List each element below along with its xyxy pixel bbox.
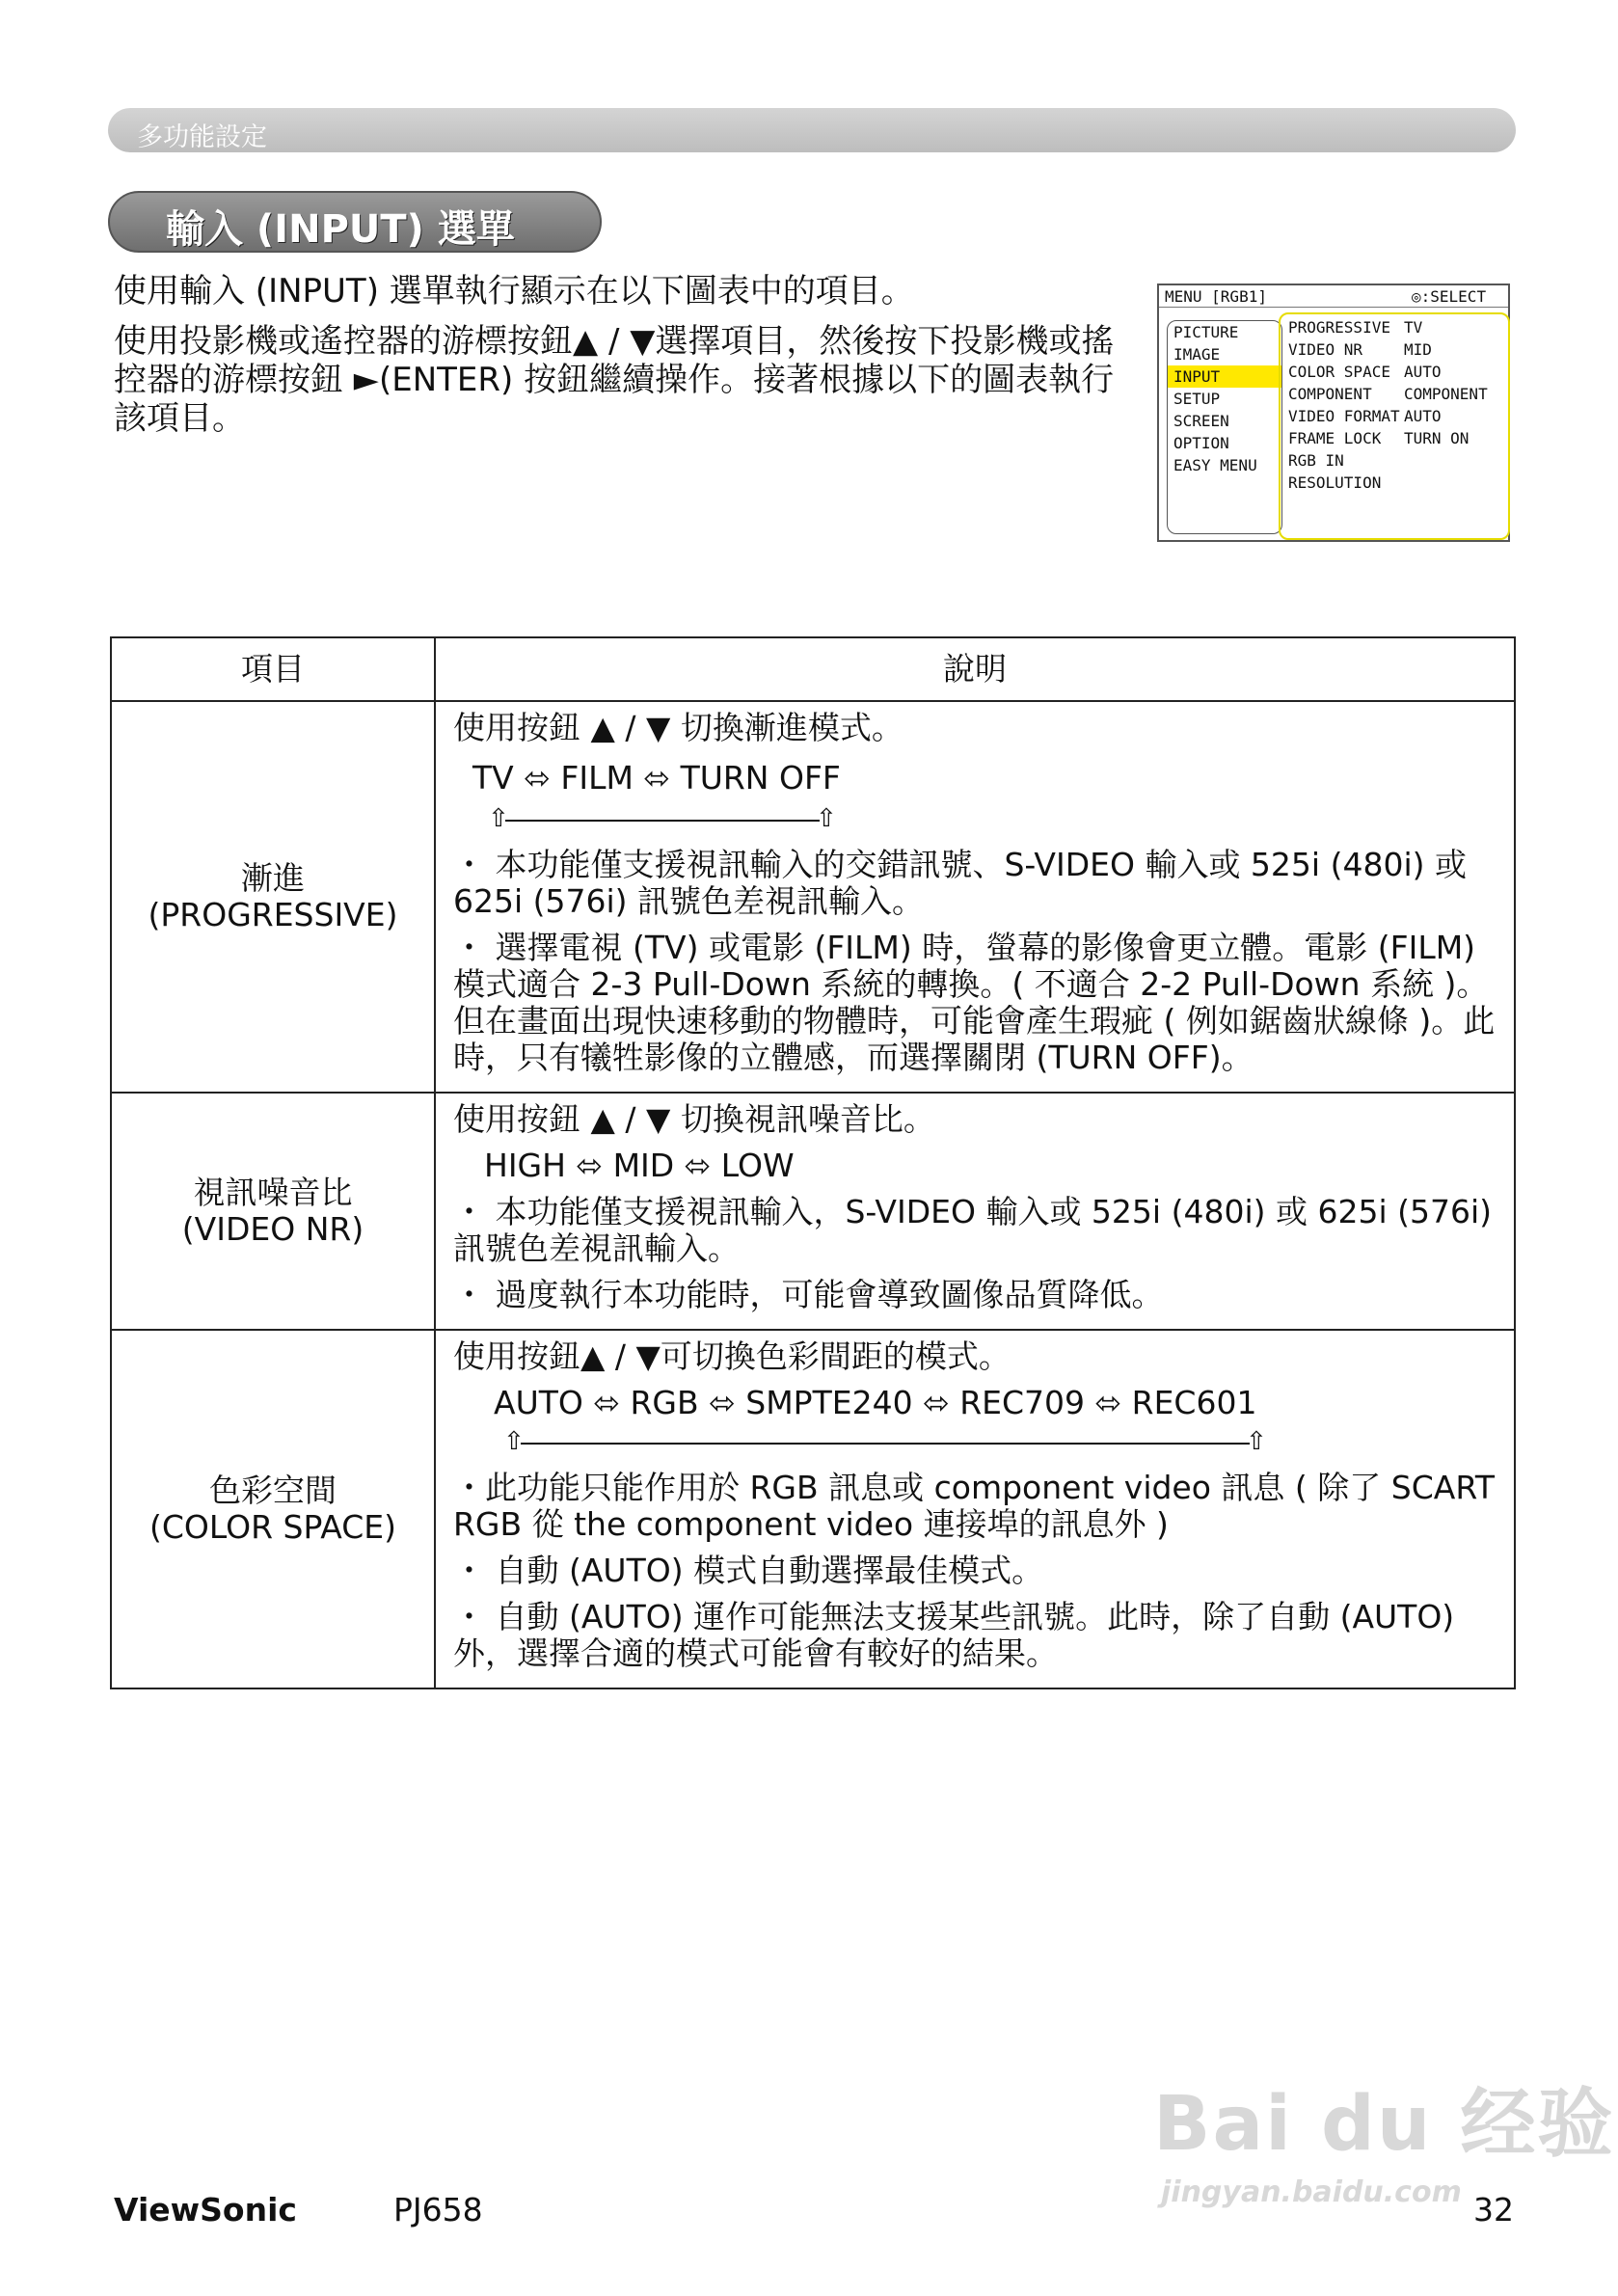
desc-intro: 使用按鈕 ▲ / ▼ 切換漸進模式。 [453,709,903,746]
submenu-value: AUTO [1404,407,1442,425]
page-title-pill [108,191,602,253]
section-label: 多功能設定 [137,122,267,152]
baidu-watermark [1153,2064,1615,2209]
watermark-url: jingyan.baidu.com [1161,2175,1462,2209]
footer-brand: ViewSonic [114,2191,297,2228]
submenu-name: RESOLUTION [1288,473,1382,492]
intro-text [114,272,1136,449]
table-header-row [111,637,1515,701]
intro-paragraph-2: 使用投影機或遙控器的游標按鈕▲ / ▼選擇項目，然後按下投影機或搖控器的游標按鈕 ►(ENTER) 按鈕繼續操作。接著根據以下的圖表執行該項目。 [114,322,1115,438]
arrow-line [505,820,820,822]
submenu-name: RGB IN [1288,451,1344,470]
menu-item-option: OPTION [1173,434,1229,452]
menu-header [1159,285,1508,308]
item-name: 視訊噪音比 [193,1174,353,1211]
arrow-up-icon: ⇧ [488,804,509,833]
submenu-value: COMPONENT [1404,385,1488,403]
submenu-value: AUTO [1404,363,1442,381]
item-name: 漸進 [241,859,305,897]
menu-item-input: INPUT [1168,365,1281,388]
desc-note: ・ 過度執行本功能時，可能會導致圖像品質降低。 [453,1276,1164,1313]
menu-right-list [1279,312,1510,540]
table-row-video-nr [111,1093,1515,1330]
menu-item-easy-menu: EASY MENU [1173,456,1257,474]
item-name-en: (PROGRESSIVE) [148,896,398,933]
table-row-color-space [111,1330,1515,1688]
select-label: :SELECT [1420,287,1487,306]
menu-select-hint [1412,287,1486,306]
desc-note: ・ 本功能僅支援視訊輸入的交錯訊號、S-VIDEO 輸入或 525i (480i) 或 625i (576i) 訊號色差視訊輸入。 [453,846,1467,920]
menu-title: MENU [RGB1] [1165,287,1267,306]
row-description [435,701,1515,1093]
desc-note: ・ 選擇電視 (TV) 或電影 (FILM) 時，螢幕的影像會更立體。電影 (FILM) 模式適合 2-3 Pull-Down 系統的轉換。( 不適合 2-2 Pull-Down 系統 )。但在畫面出現快速移動的物體時，可能會產生瑕疵 ( 例如鋸齒狀線條 )。此時，只有犧牲影像的立體感，而選擇關閉 (TURN OFF)。 [453,929,1496,1076]
arrow-up-icon: ⇧ [503,1427,525,1456]
desc-intro: 使用按鈕▲ / ▼可切換色彩間距的模式。 [453,1337,1011,1375]
submenu-name: VIDEO FORMAT [1288,407,1400,425]
footer-model: PJ658 [393,2191,483,2228]
desc-note: ・ 自動 (AUTO) 模式自動選擇最佳模式。 [453,1552,1044,1589]
row-item [111,1093,435,1330]
row-item [111,1330,435,1688]
menu-left-list [1167,320,1282,534]
intro-paragraph-1: 使用輸入 (INPUT) 選單執行顯示在以下圖表中的項目。 [114,272,914,311]
row-item [111,701,435,1093]
menu-item-setup: SETUP [1173,390,1221,408]
table-row-progressive [111,701,1515,1093]
desc-note: ・ 本功能僅支援視訊輸入，S-VIDEO 輸入或 525i (480i) 或 625i (576i) 訊號色差視訊輸入。 [453,1193,1493,1267]
item-name: 色彩空間 [209,1472,337,1509]
submenu-name: COLOR SPACE [1288,363,1390,381]
row-description [435,1330,1515,1688]
section-header-bar [108,108,1516,152]
menu-item-picture: PICTURE [1173,323,1239,341]
mode-sequence: AUTO ⬄ RGB ⬄ SMPTE240 ⬄ REC709 ⬄ REC601 [494,1384,1257,1421]
mode-sequence: TV ⬄ FILM ⬄ TURN OFF [472,759,841,797]
item-name-en: (VIDEO NR) [181,1210,364,1248]
cycle-arrow [453,1423,1502,1456]
header-item: 項目 [111,637,435,701]
arrow-line [521,1443,1250,1445]
submenu-name: COMPONENT [1288,385,1372,403]
arrow-up-icon: ⇧ [1246,1427,1267,1456]
submenu-name: PROGRESSIVE [1288,318,1390,337]
desc-note: ・ 自動 (AUTO) 運作可能無法支援某些訊號。此時，除了自動 (AUTO) 外，選擇合適的模式可能會有較好的結果。 [453,1598,1455,1672]
submenu-name: FRAME LOCK [1288,429,1382,447]
watermark-logo: Bai du 经验 [1153,2081,1615,2168]
submenu-value: MID [1404,340,1432,359]
menu-item-image: IMAGE [1173,345,1221,364]
input-menu-table [110,636,1516,1689]
header-description: 說明 [435,637,1515,701]
page-title: 輸入 (INPUT) 選單 [166,207,515,252]
submenu-name: VIDEO NR [1288,340,1363,359]
submenu-value: TV [1404,318,1423,337]
row-description [435,1093,1515,1330]
desc-note: ・此功能只能作用於 RGB 訊息或 component video 訊息 ( 除了 SCART RGB 從 the component video 連接埠的訊息外 ) [453,1469,1496,1543]
item-name-en: (COLOR SPACE) [149,1508,396,1546]
menu-screenshot [1157,284,1510,542]
page-number: 32 [1473,2191,1514,2228]
mode-sequence: HIGH ⬄ MID ⬄ LOW [484,1147,795,1184]
arrow-up-icon: ⇧ [816,804,837,833]
menu-item-screen: SCREEN [1173,412,1229,430]
cycle-arrow [453,800,1502,833]
submenu-value: TURN ON [1404,429,1470,447]
select-dial-icon: ◎ [1412,287,1421,306]
desc-intro: 使用按鈕 ▲ / ▼ 切換視訊噪音比。 [453,1100,935,1138]
